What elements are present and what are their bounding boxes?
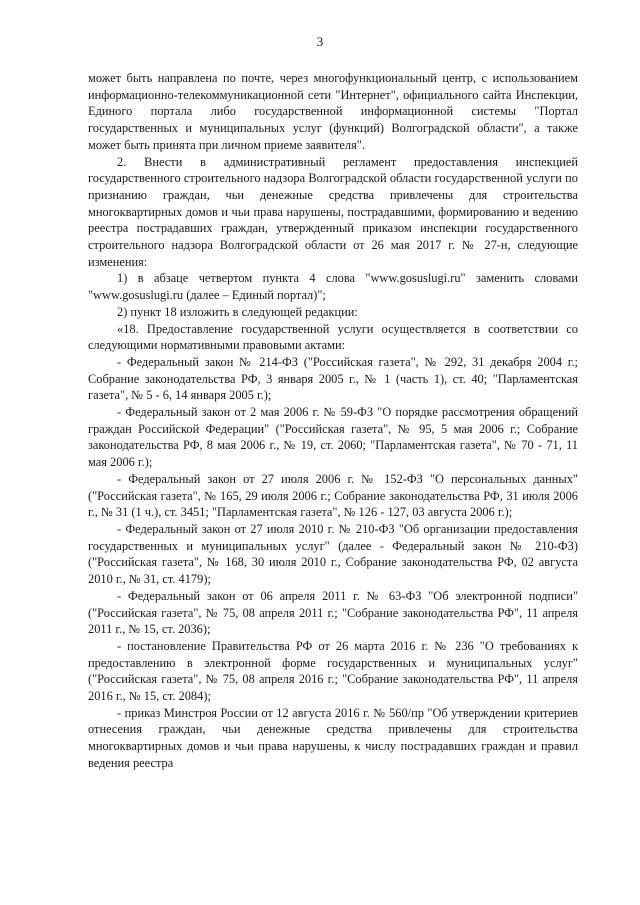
page-number: 3 (316, 34, 324, 49)
legal-act-item: - приказ Минстроя России от 12 августа 2016 г. № 560/пр "Об утверждении критериев отнесения граждан, чьи денежные средства привлечены для строительства многоквартирных домов и чьи права нарушены, к числу пострадавших граждан и правил ведения реестра (88, 705, 578, 770)
paragraph-point-18: «18. Предоставление государственной услуги осуществляется в соответствии со следующими нормативными правовыми актами: (88, 321, 578, 353)
legal-act-item: - Федеральный закон от 2 мая 2006 г. № 59-ФЗ "О порядке рассмотрения обращений граждан Российской Федерации" ("Российская газета", № 95, 5 мая 2006 г.; Собрание законодательства РФ, 8 мая 2006 г., № 19, ст. 2060; "Парламентская газета", № 70 - 71, 11 мая 2006 г.); (88, 405, 578, 470)
legal-act-item: - постановление Правительства РФ от 26 марта 2016 г. № 236 "О требованиях к предоставлению в электронной форме государственных и муниципальных услуг" ("Российская газета", № 75, 08 апреля 2016 г.; "Собрание законодательства РФ", 11 апреля 2016 г., № 15, ст. 2084); (88, 638, 578, 704)
document-body (88, 70, 578, 772)
paragraph-subitem-2: 2) пункт 18 изложить в следующей редакции: (117, 304, 358, 319)
paragraph-item-2: 2. Внести в административный регламент предоставления инспекцией государственного строительного надзора Волгоградской области государственной услуги по признанию граждан, чьи денежные средства привлечены для строительства многоквартирных домов и чьи права нарушены, пострадавшими, формированию и ведению реестра пострадавших граждан, утвержденный приказом инспекции государственного строительного надзора Волгоградской области от 26 мая 2017 г. № 27-н, следующие изменения: (88, 154, 578, 269)
paragraph-subitem-1: 1) в абзаце четвертом пункта 4 слова "www.gosuslugi.ru" заменить словами "www.gosuslugi.ru (далее – Единый портал)"; (88, 271, 578, 303)
legal-act-item: - Федеральный закон № 214-ФЗ ("Российская газета", № 292, 31 декабря 2004 г.; Собрание законодательства РФ, 3 января 2005 г., № 1 (часть 1), ст. 40; "Парламентская газета", № 5 - 6, 14 января 2005 г.); (88, 354, 578, 403)
legal-act-item: - Федеральный закон от 27 июля 2010 г. № 210-ФЗ "Об организации предоставления государственных и муниципальных услуг" (далее - Федеральный закон № 210-ФЗ) ("Российская газета", № 168, 30 июля 2010 г., Собрание законодательства РФ, 02 августа 2010 г., № 31, ст. 4179); (88, 521, 578, 587)
paragraph-continuation: может быть направлена по почте, через многофункциональный центр, с использованием информационно-телекоммуникационной сети "Интернет", официального сайта Инспекции, Единого портала либо государственной информационной системы "Портал государственных и муниципальных услуг (функций) Волгоградской области", а также может быть принята при личном приеме заявителя". (88, 71, 578, 152)
legal-act-item: - Федеральный закон от 27 июля 2006 г. № 152-ФЗ "О персональных данных" ("Российская газета", № 165, 29 июля 2006 г.; Собрание законодательства РФ, 31 июля 2006 г., № 31 (1 ч.), ст. 3451; "Парламентская газета", № 126 - 127, 03 августа 2006 г.); (88, 471, 578, 520)
legal-act-item: - Федеральный закон от 06 апреля 2011 г. № 63-ФЗ "Об электронной подписи" ("Российская газета", № 75, 08 апреля 2011 г.; "Собрание законодательства РФ", 11 апреля 2011 г., № 15, ст. 2036); (88, 588, 578, 637)
